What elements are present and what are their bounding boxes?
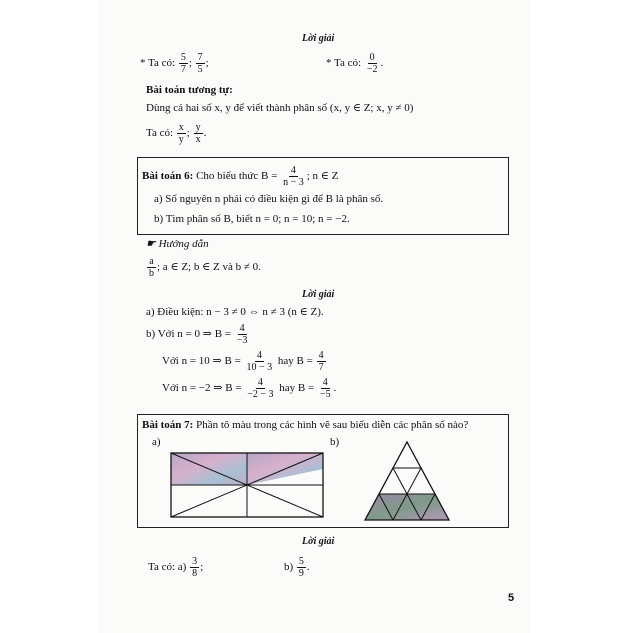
figure-b-label: b)	[330, 436, 340, 448]
fraction: $\frac{4}{-5}$	[319, 377, 331, 400]
solution-6-b3: Với n = −2 ⇒ B = $\frac{4}{-2 - 3}$ hay B = $\frac{4}{-5}$ .	[162, 377, 337, 400]
similar-answer: Ta có: $\frac{x}{y}$ ; $\frac{y}{x}$ .	[146, 122, 207, 145]
problem-6-title: Bài toán 6:	[142, 170, 194, 183]
ta-co-label: * Ta có:	[140, 57, 176, 70]
solution-heading-6: Lời giải	[302, 289, 335, 300]
problem-6-part-a: a) Số nguyên n phải có điều kiện gì để B là phân số.	[154, 193, 384, 205]
fraction: $\frac{0}{-2}$	[366, 52, 378, 75]
fraction: $\frac{4}{7}$	[318, 350, 324, 373]
fraction: $\frac{4}{-2 - 3}$	[247, 377, 274, 400]
figure-a-rectangle	[170, 452, 325, 518]
hint-text: $\frac{a}{b}$ ; a ∈ Z; b ∈ Z và b ≠ 0.	[149, 256, 261, 279]
fraction: $\frac{3}{8}$	[192, 556, 198, 579]
solution-6-b1: b) Với n = 0 ⇒ B = $\frac{4}{-3}$	[146, 323, 248, 346]
problem-7-statement: Bài toán 7: Phần tô màu trong các hình vẽ sau biểu diễn các phân số nào?	[142, 419, 469, 431]
hint-label: ☛ Hướng dẫn	[146, 238, 209, 250]
problem-6-statement: Bài toán 6: Cho biểu thức B = $\frac{4}{n - 3}$ ; n ∈ Z	[142, 165, 339, 188]
solution-6-part-a: a) Điều kiện: n − 3 ≠ 0 ⇔ n ≠ 3 (n ∈ Z).	[146, 306, 324, 318]
solution-line-a: * Ta có: $\frac{5}{7}$ ; $\frac{7}{5}$ ;	[140, 52, 209, 75]
fraction: $\frac{4}{-3}$	[236, 323, 248, 346]
fraction: $\frac{4}{10 - 3}$	[246, 350, 273, 373]
fraction: $\frac{x}{y}$	[178, 122, 184, 145]
fraction: $\frac{4}{n - 3}$	[283, 165, 304, 188]
similar-problem-title: Bài toán tương tự:	[146, 84, 233, 96]
figure-a-label: a)	[152, 436, 161, 448]
ta-co-label: * Ta có:	[326, 57, 362, 70]
problem-6-part-b: b) Tìm phân số B, biết n = 0; n = 10; n = −2.	[154, 213, 350, 225]
solution-7-a: Ta có: a) $\frac{3}{8}$ ;	[148, 556, 204, 579]
problem-7-title: Bài toán 7:	[142, 419, 194, 431]
fraction: $\frac{5}{9}$	[298, 556, 304, 579]
similar-problem-text: Dùng cả hai số x, y để viết thành phân số (x, y ∈ Z; x, y ≠ 0)	[146, 102, 414, 114]
page-number: 5	[508, 592, 515, 604]
solution-heading-7: Lời giải	[302, 536, 335, 547]
solution-7-b: b) $\frac{5}{9}$ .	[284, 556, 310, 579]
solution-heading-1: Lời giải	[302, 33, 335, 44]
figure-b-triangle	[363, 440, 451, 522]
fraction: $\frac{a}{b}$	[149, 256, 154, 279]
fraction: $\frac{y}{x}$	[195, 122, 201, 145]
fraction: $\frac{5}{7}$	[180, 52, 186, 75]
solution-6-b2: Với n = 10 ⇒ B = $\frac{4}{10 - 3}$ hay B = $\frac{4}{7}$	[162, 350, 324, 373]
fraction: $\frac{7}{5}$	[197, 52, 203, 75]
solution-line-b: * Ta có: $\frac{0}{-2}$ .	[326, 52, 384, 75]
